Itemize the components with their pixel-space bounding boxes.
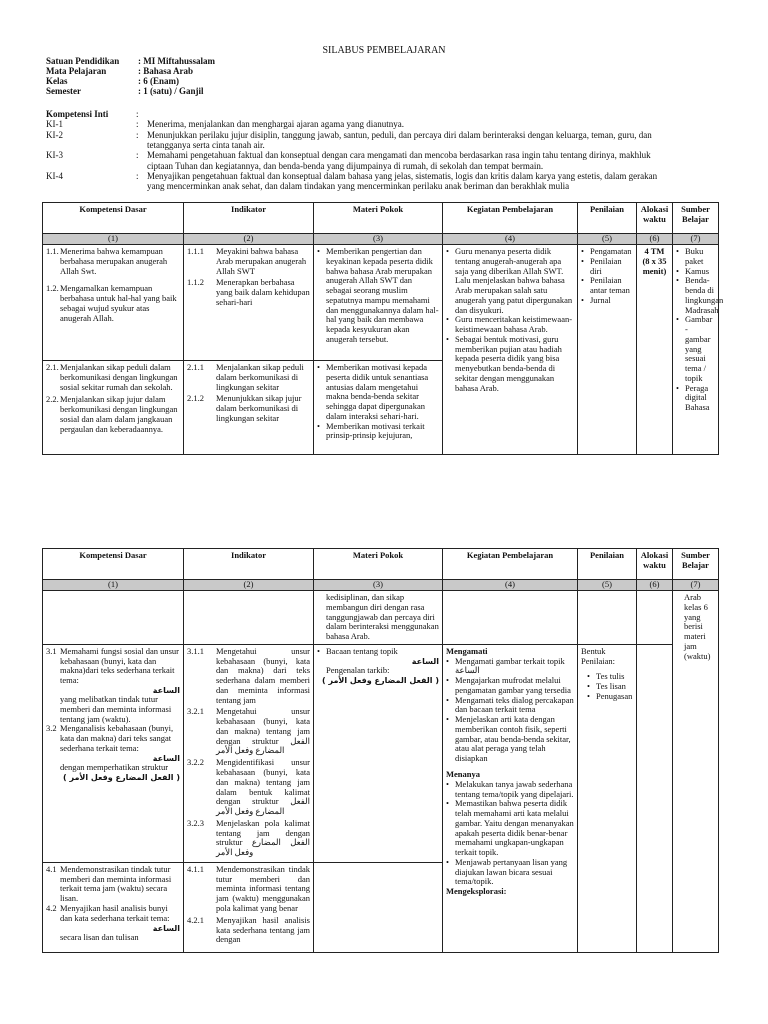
kd-text: Menganalisis kebahasaan (bunyi, kata dan makna) dari teks sangat sederhana terkait tema: [60, 723, 174, 753]
kd-text: dengan memperhatikan struktur [60, 761, 169, 772]
ki-row [46, 119, 676, 129]
column-number-row [43, 580, 719, 591]
materi-cell [314, 361, 443, 455]
materi-item: • Memberikan pengertian dan keyakinan kepada peserta didik bahwa bahasa Arab merupakan anugerah Allah SWT dan sebagai seorang muslim sepatutnya mampu memahami dan menggunakannya dalam hal-hal yang baik dan membawa kepada kesyukuran akan anugerah tersebut. [317, 247, 439, 345]
indikator-text: Menjalankan sikap peduli dalam berkomunikasi di lingkungan sekitar [216, 362, 304, 392]
indikator-item [187, 819, 310, 858]
materi-item: • Memberikan motivasi kepada peserta didik untuk senantiasa antusias dalam mengetahui makna benda-benda sekitar sehingga dapat dipergunakan dalam interaksi sehari-hari. [317, 363, 439, 422]
indikator-item [187, 707, 310, 756]
indikator-text: Menerapkan berbahasa yang baik dalam kehidupan sehari-hari [216, 277, 310, 307]
penilaian-item: • Tes tulis [587, 672, 633, 682]
indikator-cell [184, 862, 314, 952]
meta-label: Satuan Pendidikan [46, 56, 120, 66]
kd-item [46, 647, 180, 686]
meta-row [46, 76, 215, 86]
header-indikator: Indikator [184, 203, 314, 234]
kegiatan-section-title: Mengamati [446, 645, 488, 656]
kegiatan-item: • Mengajarkan mufrodat melalui pengamatan gambar yang tersedia [446, 676, 574, 696]
kompetensi-inti [46, 109, 676, 192]
penilaian-heading: Bentuk Penilaian: [581, 645, 615, 666]
column-number: (3) [314, 580, 443, 591]
indikator-item [187, 363, 310, 392]
materi-text: Pengenalan tarkib: [326, 664, 390, 675]
kegiatan-section-title: Mengeksplorasi: [446, 886, 507, 897]
kd-text: yang melibatkan tindak tutur memberi dan meminta informasi tentang jam (waktu). [60, 694, 172, 724]
kd-item [46, 363, 180, 392]
column-number: (6) [637, 234, 673, 245]
ki-heading-row [46, 109, 676, 119]
indikator-number: 1.1.2 [187, 277, 204, 288]
indikator-number: 4.2.1 [187, 914, 204, 925]
indikator-number: 3.1.1 [187, 645, 204, 656]
kd-cell [43, 245, 184, 361]
table-row [43, 245, 719, 361]
indikator-text: Mengidentifikasi unsur kebahasaan (bunyi, kata dan makna) tentang jam dalam bentuk kalimat dengan struktur الفعل المضارع وفعل الأمر [216, 757, 310, 817]
materi-list [317, 363, 439, 441]
column-number: (1) [43, 234, 184, 245]
document-title: SILABUS PEMBELAJARAN [322, 45, 446, 56]
kd-cell [43, 361, 184, 455]
materi-list [317, 647, 439, 657]
meta-value: : MI Miftahussalam [138, 56, 215, 66]
ki-colon: : [136, 109, 139, 119]
kd-cell [43, 591, 184, 645]
kd-item [46, 904, 180, 924]
penilaian-item: • Penugasan [587, 692, 633, 702]
meta-value: : Bahasa Arab [138, 66, 194, 76]
ki-colon: : [136, 119, 139, 130]
indikator-text: Menunjukkan sikap jujur dalam berkomunikasi di lingkungan sekitar [216, 393, 302, 423]
meta-row [46, 86, 215, 96]
ki-text: Memahami pengetahuan faktual dan konseptual dengan cara mengamati dan mencoba berdasarkan rasa ingin tahu tentang dirinya, makhluk ciptaan Tuhan dan kegiatannya, dan benda-benda yang dijumpainya di rumah, di sekolah dan tempat bermain. [147, 150, 651, 171]
indikator-item [187, 247, 310, 276]
kegiatan-list [446, 657, 574, 764]
header-materi-pokok: Materi Pokok [314, 549, 443, 580]
indikator-text: Mengetahui unsur kebahasaan (bunyi, kata dan makna) dari teks sederhana dalam memberi dan meminta informasi tentang jam [216, 645, 310, 705]
penilaian-item: • Penilaian antar teman [581, 276, 633, 296]
indikator-item [187, 278, 310, 307]
kegiatan-item: • Guru menceritakan keistimewaan- keistimewaan bahasa Arab. [446, 315, 574, 335]
column-number: (2) [184, 234, 314, 245]
kd-number: 4.1 [46, 863, 57, 874]
arabic-structure: ( الفعل المضارع وفعل الأمر ) [322, 675, 439, 685]
kd-item [46, 865, 180, 904]
indikator-cell [184, 361, 314, 455]
kegiatan-cell [443, 245, 578, 455]
document-meta [46, 56, 215, 96]
indikator-item [187, 758, 310, 817]
materi-cell [314, 245, 443, 361]
kd-text: secara lisan dan tulisan [60, 931, 139, 942]
kd-number: 2.2. [46, 394, 59, 405]
kegiatan-cell [443, 591, 578, 645]
header-penilaian: Penilaian [578, 549, 637, 580]
materi-item: • Memberikan motivasi terkait prinsip-prinsip kejujuran, [317, 422, 439, 442]
ki-row [46, 171, 676, 192]
kd-item [46, 284, 180, 323]
column-number: (5) [578, 234, 637, 245]
meta-value: : 6 (Enam) [138, 76, 179, 86]
indikator-cell [184, 245, 314, 361]
indikator-number: 1.1.1 [187, 246, 204, 256]
arabic-structure: ( الفعل المضارع وفعل الأمر ) [63, 772, 180, 782]
penilaian-list [581, 247, 633, 306]
column-number: (3) [314, 234, 443, 245]
kegiatan-item: • Guru menanya peserta didik tentang anugerah-anugerah apa saja yang diberikan Allah SWT. Lalu menjelaskan bahwa bahasa Arab merupakan salah satu anugerah yang patut dipergunakan dan disyukuri. [446, 247, 574, 315]
penilaian-list [581, 672, 633, 701]
header-materi-pokok: Materi Pokok [314, 203, 443, 234]
arabic-term: الساعة [411, 656, 439, 666]
alokasi-cell [637, 591, 673, 645]
materi-cell [314, 644, 443, 862]
ki-colon: : [136, 150, 139, 161]
column-number: (6) [637, 580, 673, 591]
indikator-number: 4.1.1 [187, 863, 204, 874]
kd-item [46, 724, 180, 753]
kd-item [46, 247, 180, 276]
kegiatan-list [446, 780, 574, 887]
indikator-item [187, 865, 310, 914]
kd-text: Memahami fungsi sosial dan unsur kebahasaan (bunyi, kata dan makna)dari teks sederhana terkait tema: [60, 645, 179, 686]
ki-text: Menunjukkan perilaku jujur disiplin, tanggung jawab, santun, peduli, dan percaya diri dalam berinteraksi dengan keluarga, teman, guru, dan tetangganya serta cinta tanah air. [147, 129, 652, 151]
arabic-term: الساعة [152, 685, 180, 695]
meta-value: : 1 (satu) / Ganjil [138, 86, 204, 96]
ki-colon: : [136, 129, 139, 140]
column-number: (7) [673, 234, 719, 245]
header-kegiatan: Kegiatan Pembelajaran [443, 203, 578, 234]
ki-text: Menerima, menjalankan dan menghargai ajaran agama yang dianutnya. [147, 119, 404, 130]
header-kompetensi-dasar: Kompetensi Dasar [43, 203, 184, 234]
kegiatan-item: • Sebagai bentuk motivasi, guru memberikan pujian atau hadiah kepada peserta didik yang bisa menyebutkan benda-benda di sekitar dengan menggunakan bahasa Arab. [446, 335, 574, 394]
indikator-number: 3.2.2 [187, 757, 204, 768]
penilaian-item: • Tes lisan [587, 682, 633, 692]
indikator-text: Mendemonstrasikan tindak tutur memberi dan meminta informasi tentang jam (waktu) menggunakan pola kalimat yang benar [216, 863, 310, 913]
indikator-number: 3.2.1 [187, 706, 204, 717]
column-number: (1) [43, 580, 184, 591]
ki-text: Menyajikan pengetahuan faktual dan konseptual dalam bahasa yang jelas, sistematis, logis dan kritis dalam karya yang estetis, dalam gerakan yang mencerminkan anak sehat, dan dalam tindakan yang mencerminkan perilaku anak beriman dan berakhlak mulia [147, 171, 658, 192]
alokasi-cell [637, 644, 673, 952]
kd-item [46, 395, 180, 434]
kd-text: Menjalankan sikap peduli dalam berkomunikasi dengan lingkungan sosial sekitar rumah dan sekolah. [60, 362, 178, 392]
indikator-item [187, 647, 310, 706]
penilaian-item: • Pengamatan [581, 247, 633, 257]
kd-number: 1.2. [46, 283, 59, 294]
sumber-item: • Peraga digital Bahasa [676, 384, 715, 413]
materi-continuation: kedisiplinan, dan sikap membangun diri dengan rasa tanggungjawab dan percaya diri dalam berinteraksi menggunakan bahasa Arab. [326, 592, 439, 642]
header-alokasi: Alokasi waktu [637, 203, 673, 234]
sumber-cell [673, 591, 719, 953]
kegiatan-item: • Menjelaskan arti kata dengan memberikan contoh fisik, seperti gambar, atau benda-benda sekitar, atau alat peraga yang telah disiapkan [446, 715, 574, 764]
syllabus-table-2 [42, 548, 719, 953]
kegiatan-item: • Memastikan bahwa peserta didik telah memahami arti kata melalui gambar. Yaitu dengan menanyakan apakah peserta didik benar-benar memahami ungkapan-ungkapan terkait topik. [446, 799, 574, 858]
meta-label: Mata Pelajaran [46, 66, 107, 76]
indikator-cell [184, 591, 314, 645]
meta-row [46, 56, 215, 66]
penilaian-item: • Penilaian diri [581, 257, 633, 277]
header-penilaian: Penilaian [578, 203, 637, 234]
column-number: (7) [673, 580, 719, 591]
kd-number: 3.2 [46, 723, 57, 734]
header-kegiatan: Kegiatan Pembelajaran [443, 549, 578, 580]
indikator-cell [184, 644, 314, 862]
penilaian-cell [578, 591, 637, 645]
ki-code: KI-2 [46, 129, 63, 140]
alokasi-cell: 4 TM (8 x 35 menit) [637, 245, 673, 455]
syllabus-table-1 [42, 202, 724, 455]
kd-number: 2.1. [46, 362, 59, 372]
sumber-continuation: Arab kelas 6 yang berisi materi jam (waktu) [684, 592, 711, 661]
kd-text: Menjalankan sikap jujur dalam berkomunikasi dengan lingkungan sosial dan alam dalam jangkauan pergaulan dan keberadaannya. [60, 394, 178, 434]
kegiatan-list [446, 247, 574, 393]
ki-row [46, 130, 676, 151]
kd-number: 1.1. [46, 246, 59, 256]
indikator-text: Mengetahui unsur kebahasaan (bunyi, kata dan makna) tentang jam dengan struktur الفعل المضارع وفعل الأمر [216, 706, 310, 756]
sumber-item: • Benda-benda di lingkungan Madrasah [676, 276, 715, 315]
materi-cell [314, 862, 443, 952]
column-number: (2) [184, 580, 314, 591]
meta-label: Semester [46, 86, 81, 96]
header-kompetensi-dasar: Kompetensi Dasar [43, 549, 184, 580]
meta-label: Kelas [46, 76, 68, 86]
header-indikator: Indikator [184, 549, 314, 580]
penilaian-item: • Jurnal [581, 296, 633, 306]
kd-text: Mendemonstrasikan tindak tutur memberi dan meminta informasi terkait tema jam (waktu) secara lisan. [60, 863, 172, 904]
indikator-text: Menyajikan hasil analisis kata sederhana tentang jam dengan [216, 914, 310, 945]
sumber-list [676, 246, 724, 413]
kd-text: Mengamalkan kemampuan berbahasa untuk hal-hal yang baik sebagai wujud syukur atas anugerah Allah. [60, 283, 177, 323]
header-alokasi: Alokasi waktu [637, 549, 673, 580]
kegiatan-item: • Mengamati gambar terkait topik الساعة [446, 657, 574, 677]
penilaian-cell [578, 644, 637, 952]
kd-text: Menyajikan hasil analisis bunyi dan kata sederhana terkait tema: [60, 902, 170, 923]
kegiatan-section-title: Menanya [446, 769, 480, 780]
indikator-number: 3.2.3 [187, 817, 204, 828]
ki-code: KI-4 [46, 171, 63, 182]
indikator-item [187, 916, 310, 945]
header-sumber: Sumber Belajar [673, 203, 719, 234]
indikator-number: 2.1.2 [187, 393, 204, 404]
sumber-cell [673, 245, 724, 455]
ki-code: KI-3 [46, 150, 63, 161]
meta-row [46, 66, 215, 76]
ki-heading: Kompetensi Inti [46, 109, 109, 119]
kd-number: 3.1 [46, 645, 57, 656]
kd-number: 4.2 [46, 902, 57, 913]
table-row [43, 644, 719, 862]
column-number: (4) [443, 234, 578, 245]
column-number: (5) [578, 580, 637, 591]
ki-colon: : [136, 171, 139, 182]
sumber-item: • Kamus [676, 267, 715, 277]
sumber-item: • Gambar - gambar yang sesuai tema / topik [676, 315, 715, 383]
column-number: (4) [443, 580, 578, 591]
sumber-item: • Buku paket [676, 247, 715, 267]
indikator-item [187, 394, 310, 423]
indikator-text: Menjelaskan pola kalimat tentang jam dengan struktur الفعل المضارع وفعل الأمر [216, 817, 310, 858]
kd-text: Menerima bahwa kemampuan berbahasa merupakan anugerah Allah Swt. [60, 246, 168, 276]
kd-cell [43, 862, 184, 952]
indikator-number: 2.1.1 [187, 362, 204, 372]
materi-item: • Bacaan tentang topik [317, 647, 439, 657]
kd-cell [43, 644, 184, 862]
arabic-term: الساعة [152, 753, 180, 763]
column-number-row [43, 234, 719, 245]
ki-row [46, 150, 676, 171]
ki-code: KI-1 [46, 119, 63, 130]
kegiatan-item: • Melakukan tanya jawab sederhana tentang tema/topik yang dipelajari. [446, 780, 574, 800]
materi-cell [314, 591, 443, 645]
kegiatan-cell [443, 644, 578, 952]
indikator-text: Meyakini bahwa bahasa Arab merupakan anugerah Allah SWT [216, 246, 307, 276]
kegiatan-item: • Menjawab pertanyaan lisan yang diajukan lawan bicara sesuai tema/topik. [446, 858, 574, 887]
materi-list [317, 247, 439, 345]
arabic-term: الساعة [152, 923, 180, 933]
header-sumber: Sumber Belajar [673, 549, 719, 580]
penilaian-cell [578, 245, 637, 455]
table-row [43, 591, 719, 645]
kegiatan-item: • Mengamati teks dialog percakapan dan bacaan terkait tema [446, 696, 574, 716]
